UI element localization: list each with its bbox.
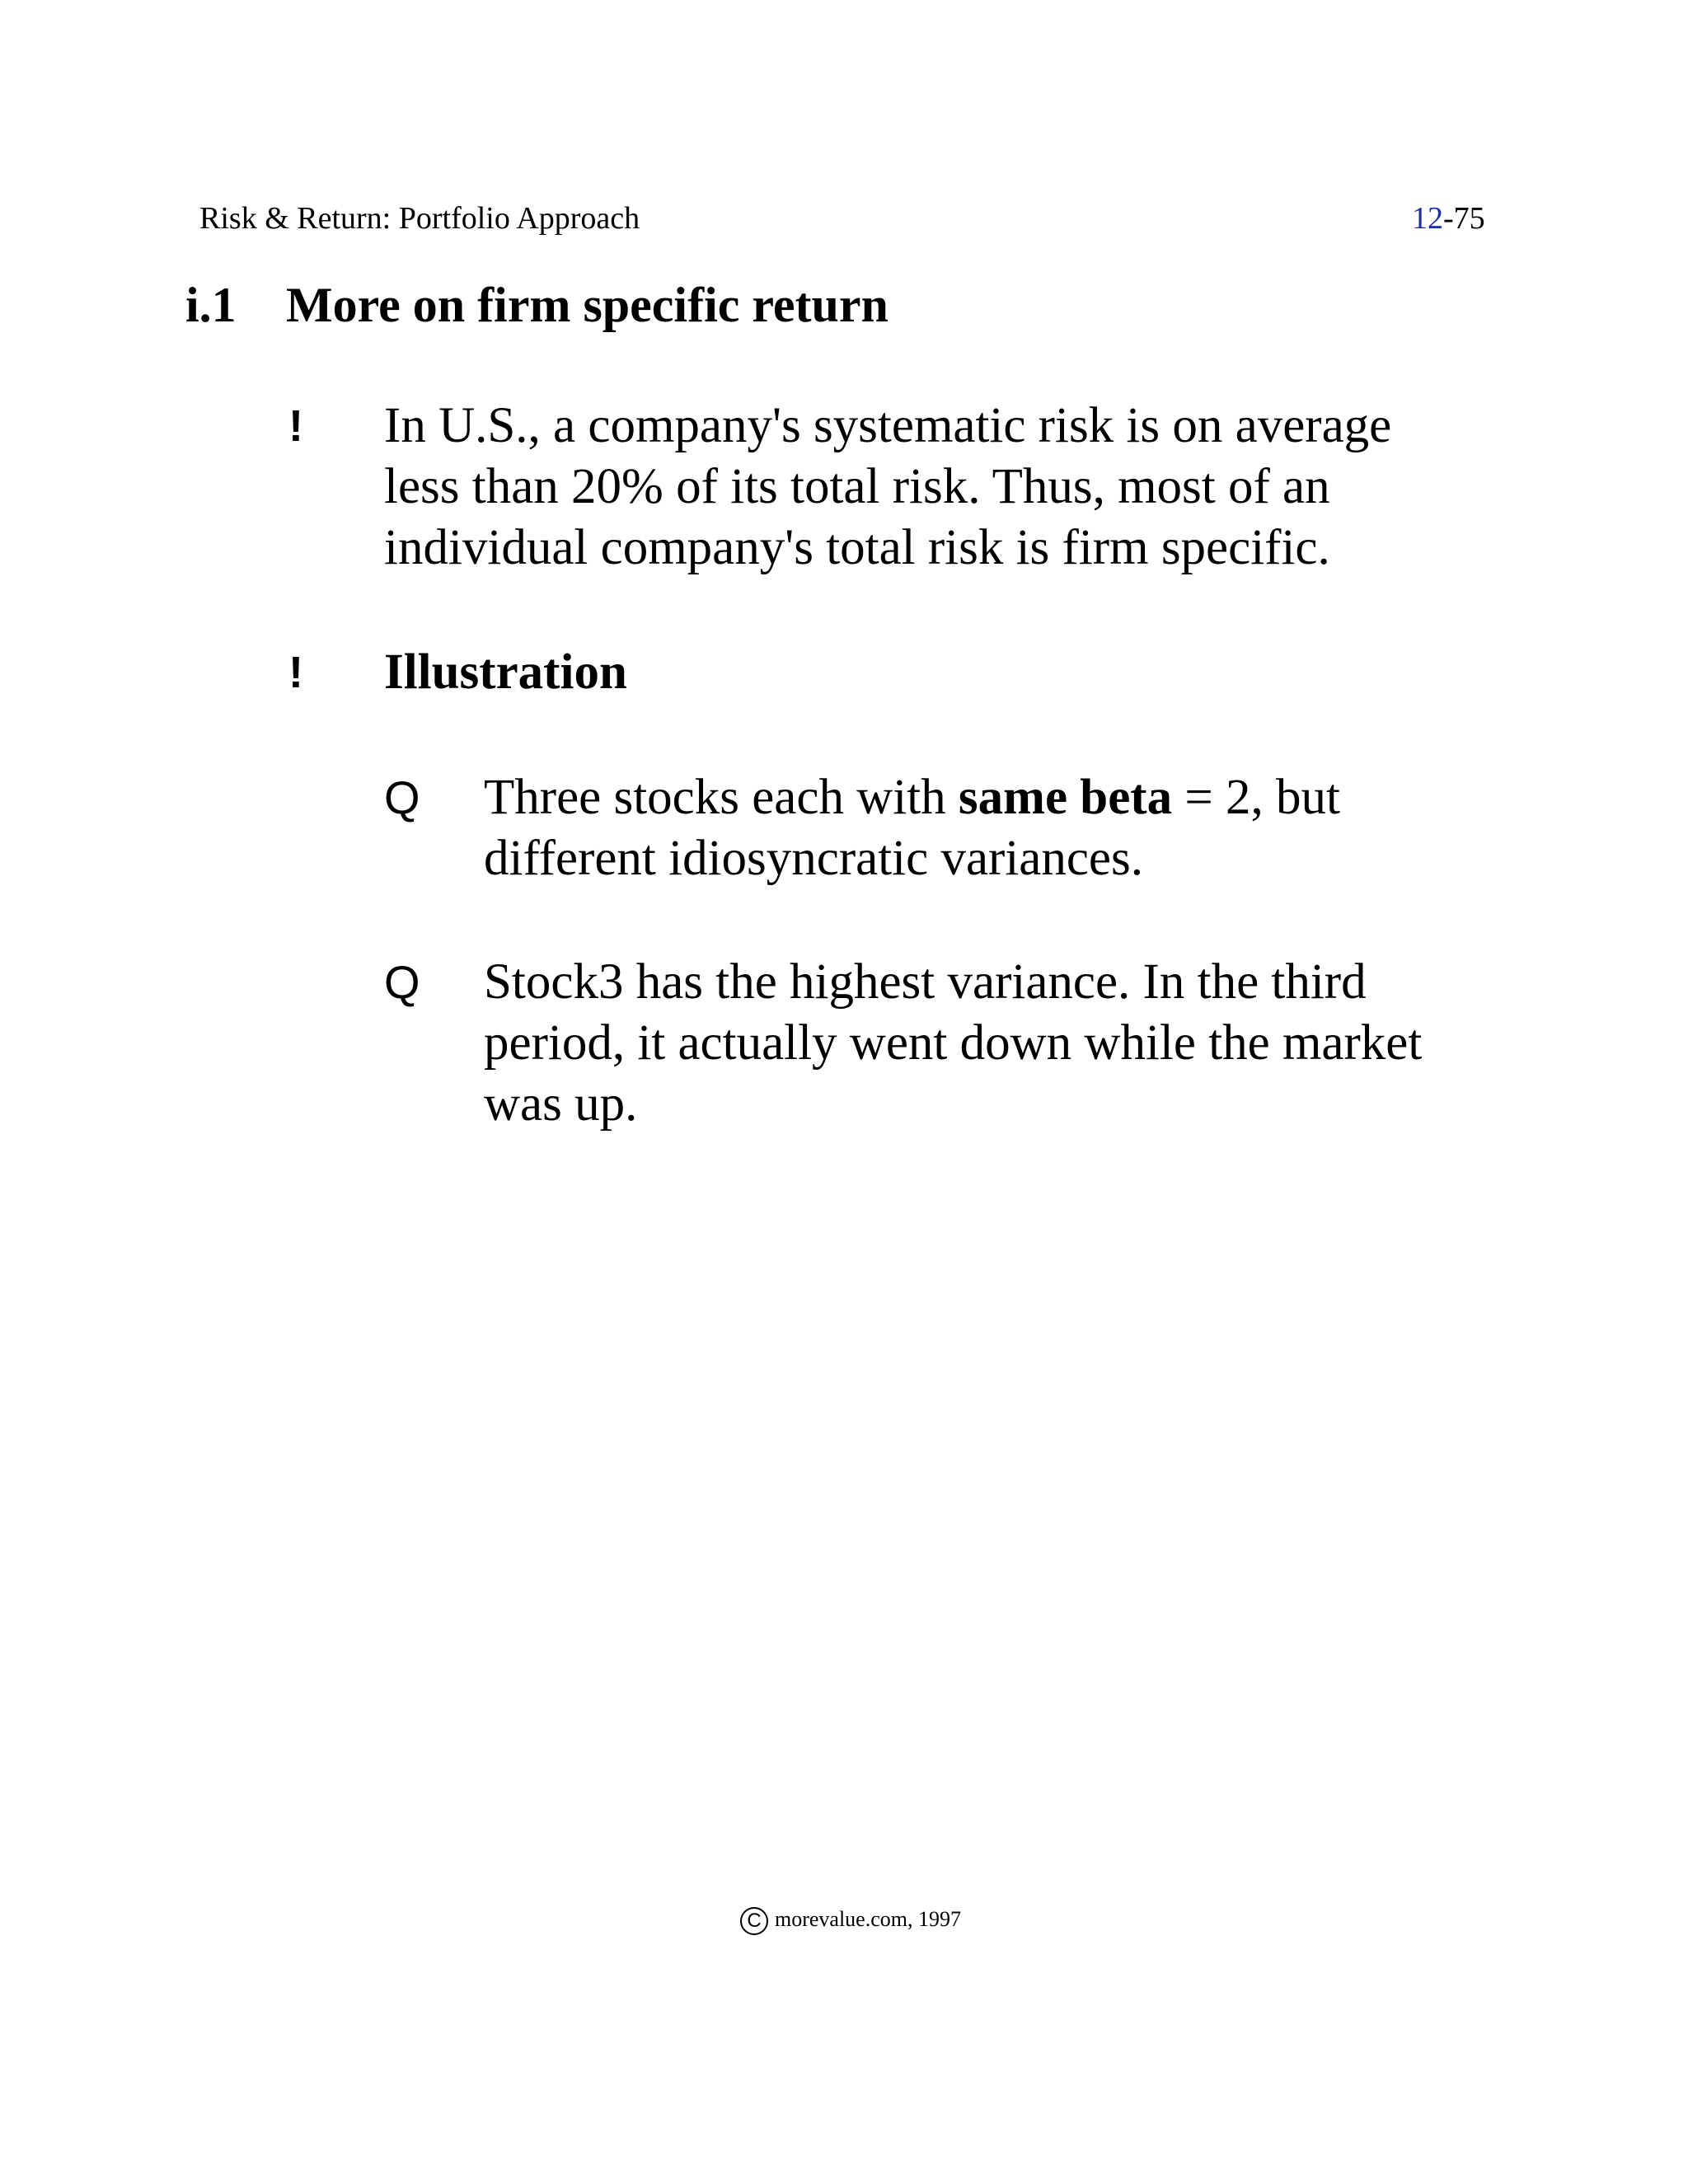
text-run: = 2, but bbox=[1172, 770, 1340, 825]
paragraph-line: was up. bbox=[484, 1076, 638, 1132]
sub-bullet-marker-icon: Q bbox=[384, 956, 420, 1008]
paragraph-line: individual company's total risk is firm specific. bbox=[384, 520, 1330, 575]
paragraph-line bbox=[484, 767, 1340, 828]
page-number-page: 75 bbox=[1453, 201, 1485, 236]
text-run: Three stocks each with bbox=[484, 770, 959, 825]
footer bbox=[740, 1903, 961, 1936]
bullet-paragraph bbox=[384, 396, 1391, 579]
sub-bullet-paragraph bbox=[484, 767, 1340, 889]
section-title: More on firm specific return bbox=[286, 278, 889, 332]
paragraph-line: different idiosyncratic variances. bbox=[484, 831, 1143, 886]
paragraph-line: Stock3 has the highest variance. In the third bbox=[484, 954, 1367, 1010]
section-heading bbox=[185, 272, 889, 338]
sub-bullet-marker-icon: Q bbox=[384, 771, 420, 823]
page-number-chapter: 12 bbox=[1412, 201, 1443, 236]
sub-bullet-paragraph bbox=[484, 952, 1422, 1135]
copyright-icon: C bbox=[740, 1907, 768, 1935]
paragraph-line: less than 20% of its total risk. Thus, most of an bbox=[384, 459, 1330, 514]
page-number-separator: - bbox=[1443, 201, 1454, 236]
bullet-marker-icon: ! bbox=[288, 648, 303, 697]
illustration-heading: Illustration bbox=[384, 644, 627, 700]
paragraph-line: In U.S., a company's systematic risk is on average bbox=[384, 398, 1392, 453]
page-number bbox=[1412, 198, 1485, 239]
emphasis-same-beta: same beta bbox=[958, 770, 1173, 825]
running-header-title: Risk & Return: Portfolio Approach bbox=[199, 201, 640, 236]
section-number: i.1 bbox=[185, 278, 237, 332]
footer-text: morevalue.com, 1997 bbox=[775, 1907, 961, 1931]
paragraph-line: period, it actually went down while the market bbox=[484, 1015, 1423, 1071]
bullet-marker-icon: ! bbox=[288, 401, 303, 451]
